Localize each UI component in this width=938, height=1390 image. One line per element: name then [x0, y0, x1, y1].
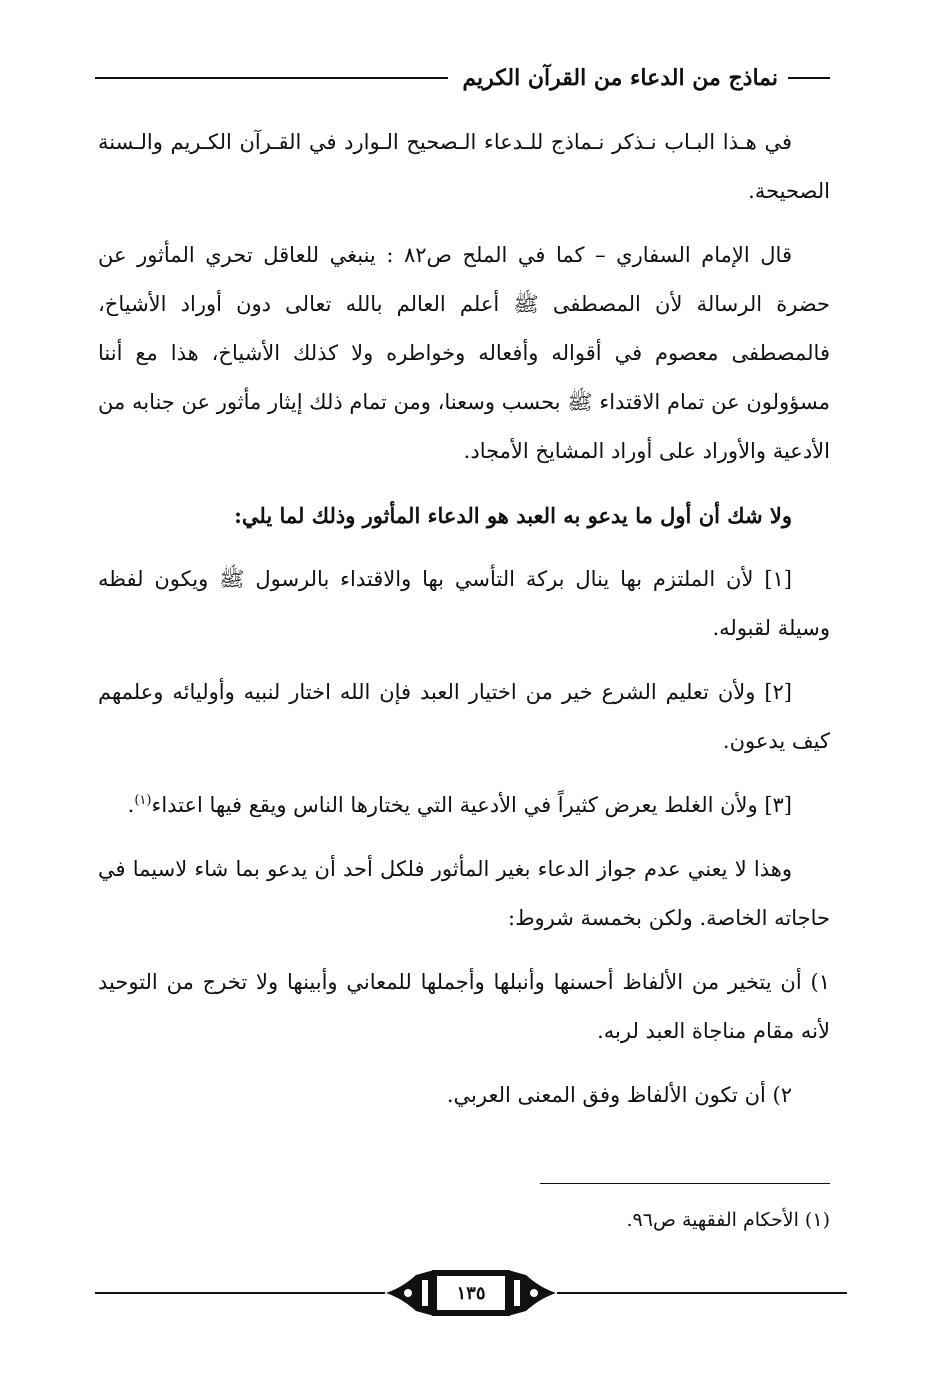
paragraph-reason-1: [١] لأن الملتزم بها ينال بركة التأسي بها والاقتداء بالرسول ﷺ ويكون لفظه وسيلة لقبوله.: [98, 567, 830, 640]
paragraph-intro: في هـذا البـاب نـذكر نـماذج للـدعاء الـصحيح الـوارد في القـرآن الكـريم والـسنة الصحيحة.: [98, 130, 830, 203]
footer-rule-left: [95, 1292, 385, 1294]
header-rule-long: [95, 77, 448, 79]
paragraph-quote: قال الإمام السفاري – كما في الملح ص٨٢ : ينبغي للعاقل تحري المأثور عن حضرة الرسالة لأن المصطفى ﷺ أعلم العالم بالله تعالى دون أوراد الأشياخ، فالمصطفى معصوم في أقواله وأفعاله وخواطره ولا كذلك الأشياخ، هذا مع أننا مسؤولون عن تمام الاقتداء ﷺ بحسب وسعنا، ومن تمام ذلك إيثار مأثور عن جنابه من الأدعية والأوراد على أوراد المشايخ الأمجاد.: [98, 243, 830, 463]
footnote-marker[interactable]: (١): [134, 793, 152, 808]
footnote: (١) الأحكام الفقهية ص٩٦.: [626, 1209, 830, 1231]
paragraph-condition-2: ٢) أن تكون الألفاظ وفق المعنى العربي.: [446, 1083, 792, 1107]
footer-rule-right: [557, 1292, 847, 1294]
running-header: [95, 58, 830, 98]
page-body: [98, 118, 830, 1135]
paragraph-condition-1: ١) أن يتخير من الألفاظ أحسنها وأنبلها وأجملها للمعاني وأبينها ولا تخرج من التوحيد لأنه مقام مناجاة العبد لربه.: [98, 970, 830, 1043]
header-rule-short: [788, 77, 830, 79]
page-footer: [95, 1268, 847, 1318]
paragraph-reasons-lead: ولا شك أن أول ما يدعو به العبد هو الدعاء المأثور وذلك لما يلي:: [234, 503, 792, 528]
reason-3-text: [٣] ولأن الغلط يعرض كثيراً في الأدعية التي يختارها الناس ويقع فيها اعتداء: [151, 793, 792, 817]
paragraph-conditions-lead: وهذا لا يعني عدم جواز الدعاء بغير المأثور فلكل أحد أن يدعو بما شاء لاسيما في حاجاته الخاصة. ولكن بخمسة شروط:: [98, 857, 830, 930]
footnote-separator: [540, 1183, 830, 1184]
paragraph-reason-2: [٢] ولأن تعليم الشرع خير من اختيار العبد فإن الله اختار لنبيه وأوليائه وعلمهم كيف يدعون.: [98, 680, 830, 753]
header-title: نماذج من الدعاء من القرآن الكريم: [462, 65, 778, 91]
page-number: ١٣٥: [456, 1282, 486, 1304]
paragraph-reason-3: [٣] ولأن الغلط يعرض كثيراً في الأدعية التي يختارها الناس ويقع فيها اعتداء$^{(١)}$.: [127, 793, 792, 817]
